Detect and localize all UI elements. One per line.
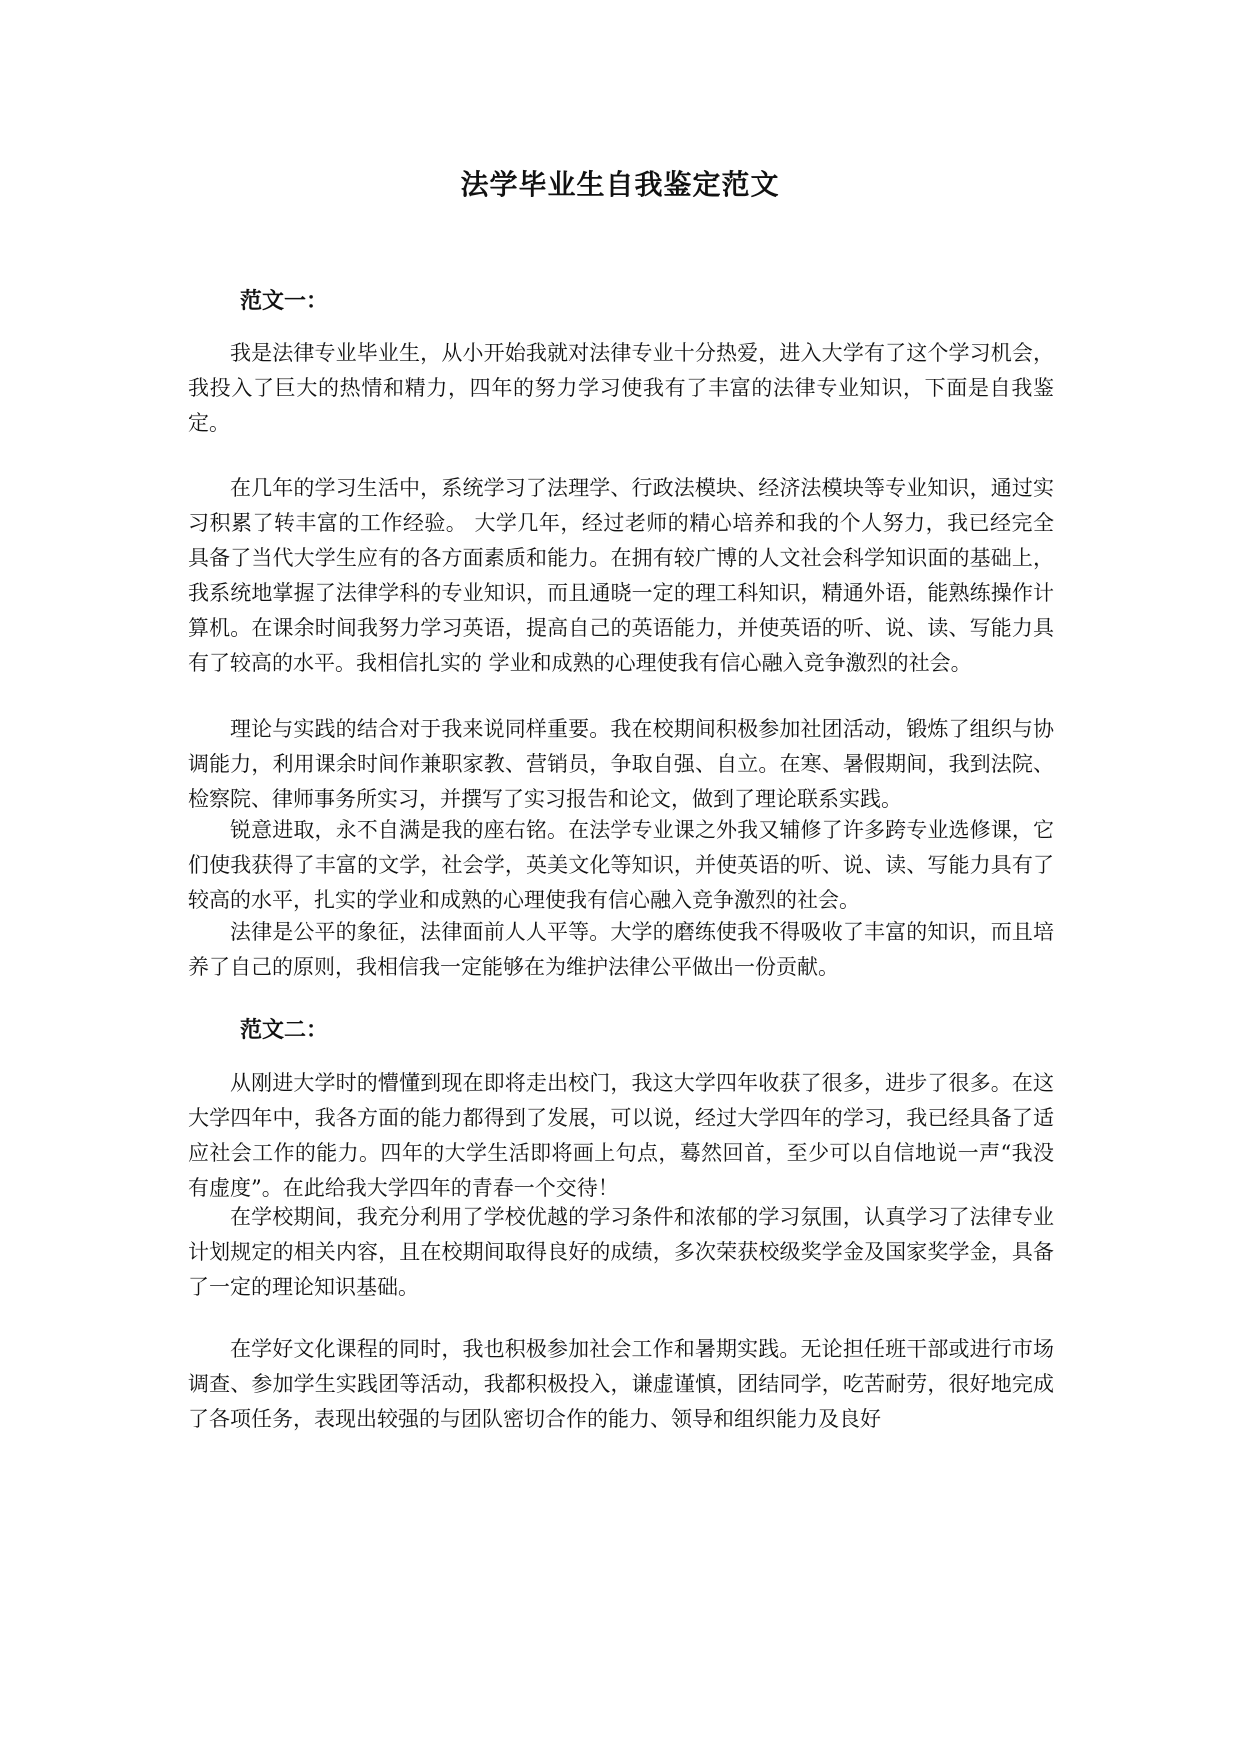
page-title: 法学毕业生自我鉴定范文 [460,168,780,201]
paragraph: 法律是公平的象征，法律面前人人平等。大学的磨练使我不得吸收了丰富的知识，而且培养了自己的原则，我相信我一定能够在为维护法律公平做出一份贡献。 [188,920,1054,979]
section-heading-1: 范文一： [240,288,329,314]
paragraph: 理论与实践的结合对于我来说同样重要。我在校期间积极参加社团活动，锻炼了组织与协调能力，利用课余时间作兼职家教、营销员，争取自强、自立。在寒、暑假期间，我到法院、检察院、律师事务所实习，并撰写了实习报告和论文，做到了理论联系实践。 [188,717,1054,811]
section-heading-2: 范文二： [240,1017,329,1043]
paragraph: 从刚进大学时的懵懂到现在即将走出校门，我这大学四年收获了很多，进步了很多。在这大学四年中，我各方面的能力都得到了发展，可以说，经过大学四年的学习，我已经具备了适应社会工作的能力。四年的大学生活即将画上句点，蓦然回首，至少可以自信地说一声“我没有虚度”。在此给我大学四年的青春一个交待！ [188,1071,1054,1200]
paragraph: 在学好文化课程的同时，我也积极参加社会工作和暑期实践。无论担任班干部或进行市场调查、参加学生实践团等活动，我都积极投入，谦虚谨慎，团结同学，吃苦耐劳，很好地完成了各项任务，表现出较强的与团队密切合作的能力、领导和组织能力及良好 [188,1337,1054,1431]
paragraph: 我是法律专业毕业生，从小开始我就对法律专业十分热爱，进入大学有了这个学习机会，我投入了巨大的热情和精力，四年的努力学习使我有了丰富的法律专业知识，下面是自我鉴定。 [188,341,1054,435]
paragraph: 锐意进取，永不自满是我的座右铭。在法学专业课之外我又辅修了许多跨专业选修课，它们使我获得了丰富的文学，社会学，英美文化等知识，并使英语的听、说、读、写能力具有了较高的水平，扎实的学业和成熟的心理使我有信心融入竞争激烈的社会。 [188,818,1054,912]
paragraph: 在几年的学习生活中，系统学习了法理学、行政法模块、经济法模块等专业知识，通过实习积累了转丰富的工作经验。 大学几年，经过老师的精心培养和我的个人努力，我已经完全具备了当代大学生应有的各方面素质和能力。在拥有较广博的人文社会科学知识面的基础上，我系统地掌握了法律学科的专业知识，而且通晓一定的理工科知识，精通外语，能熟练操作计算机。在课余时间我努力学习英语，提高自己的英语能力，并使英语的听、说、读、写能力具有了较高的水平。我相信扎实的 学业和成熟的心理使我有信心融入竞争激烈的社会。 [188,476,1054,675]
paragraph: 在学校期间，我充分利用了学校优越的学习条件和浓郁的学习氛围，认真学习了法律专业计划规定的相关内容，且在校期间取得良好的成绩，多次荣获校级奖学金及国家奖学金，具备了一定的理论知识基础。 [188,1205,1054,1299]
